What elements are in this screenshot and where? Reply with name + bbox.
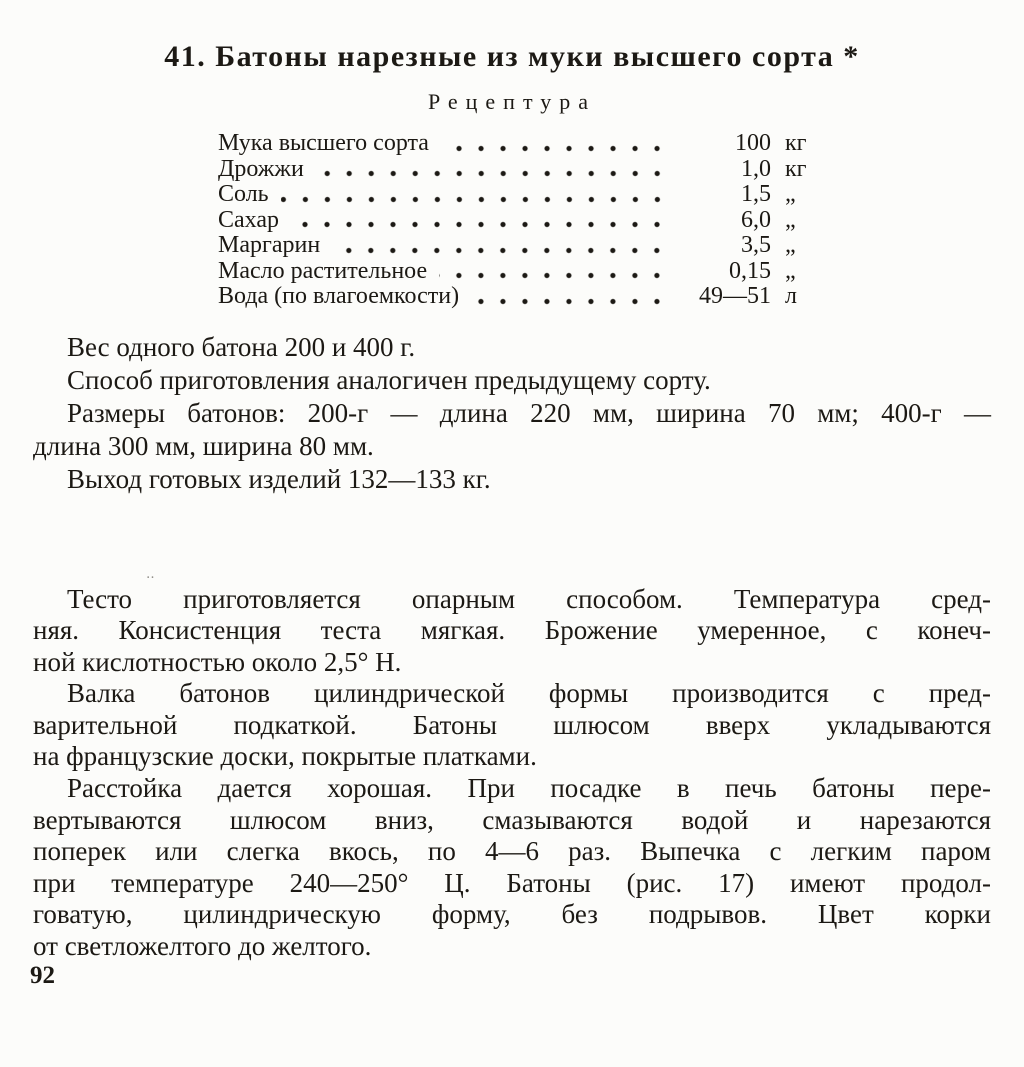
text-line: Вес одного батона 200 и 400 г. bbox=[67, 331, 416, 362]
recipe-row bbox=[218, 283, 835, 309]
ingredient-value: 3,5 bbox=[741, 232, 771, 258]
ingredient-label: Масло растительное bbox=[218, 257, 428, 284]
recipe-row bbox=[218, 258, 835, 284]
ingredient-unit: кг bbox=[785, 155, 807, 182]
recipe-row bbox=[218, 130, 835, 156]
ingredient-label: Вода (по влагоемкости) bbox=[218, 283, 460, 309]
scan-artifact: ‥ bbox=[146, 566, 159, 581]
ingredient-value: 1,5 bbox=[741, 181, 771, 207]
dot-leader bbox=[281, 196, 668, 203]
text-line: длина 300 мм, ширина 80 мм. bbox=[33, 430, 374, 461]
dot-leader bbox=[441, 145, 668, 152]
recipe-row bbox=[218, 156, 835, 182]
ingredient-value: 100 bbox=[735, 130, 771, 156]
ingredient-label: Сахар bbox=[218, 206, 279, 233]
recipe-row bbox=[218, 181, 835, 207]
ingredient-value: 49—51 bbox=[699, 283, 771, 309]
text-line: от светложелтого до желтого. bbox=[33, 931, 372, 962]
ingredient-unit: л bbox=[785, 283, 797, 309]
summary-paragraphs bbox=[33, 331, 991, 496]
ingredient-label: Дрожжи bbox=[218, 155, 304, 182]
dot-leader bbox=[439, 272, 668, 279]
text-line: Размеры батонов: 200-г — длина 220 мм, ширина 70 мм; 400-г — bbox=[67, 397, 991, 428]
ingredient-label: Мука высшего сорта bbox=[218, 130, 429, 156]
body-paragraphs bbox=[33, 584, 991, 963]
text-line: поперек или слегка вкось, по 4—6 раз. Выпечка с легким паром bbox=[33, 836, 991, 867]
text-line: Тесто приготовляется опарным способом. Температура сред- bbox=[67, 583, 991, 614]
page-title: 41. Батоны нарезные из муки высшего сорта * bbox=[164, 40, 860, 73]
text-line: няя. Консистенция теста мягкая. Брожение умеренное, с конеч- bbox=[33, 615, 991, 646]
dot-leader bbox=[291, 221, 668, 228]
recipe-table bbox=[218, 130, 835, 309]
dot-leader bbox=[316, 170, 668, 177]
text-line: Расстойка дается хорошая. При посадке в печь батоны пере- bbox=[67, 773, 991, 804]
text-line: вертываются шлюсом вниз, смазываются водой и нарезаются bbox=[33, 804, 991, 835]
text-line: при температуре 240—250° Ц. Батоны (рис. 17) имеют продол- bbox=[33, 867, 991, 898]
ingredient-label: Соль bbox=[218, 181, 269, 207]
ingredient-unit: „ bbox=[785, 206, 796, 233]
text-line: варительной подкаткой. Батоны шлюсом вверх укладываются bbox=[33, 709, 991, 740]
dot-leader bbox=[471, 298, 668, 305]
ingredient-value: 1,0 bbox=[741, 155, 771, 182]
text-line: Выход готовых изделий 132—133 кг. bbox=[67, 463, 491, 494]
page-number: 92 bbox=[30, 962, 55, 989]
recipe-subtitle: Рецептура bbox=[427, 89, 597, 114]
text-line: Валка батонов цилиндрической формы производится с пред- bbox=[67, 678, 991, 709]
ingredient-unit: кг bbox=[785, 130, 807, 156]
ingredient-unit: „ bbox=[785, 257, 796, 284]
text-line: Способ приготовления аналогичен предыдущему сорту. bbox=[67, 364, 711, 395]
text-line: говатую, цилиндрическую форму, без подрывов. Цвет корки bbox=[33, 899, 991, 930]
ingredient-unit: „ bbox=[785, 181, 796, 207]
ingredient-value: 0,15 bbox=[729, 257, 771, 284]
ingredient-label: Маргарин bbox=[218, 232, 321, 258]
recipe-row bbox=[218, 207, 835, 233]
ingredient-value: 6,0 bbox=[741, 206, 771, 233]
text-line: на французские доски, покрытые платками. bbox=[33, 741, 537, 772]
text-line: ной кислотностью около 2,5° Н. bbox=[33, 646, 402, 677]
dot-leader bbox=[332, 247, 668, 254]
ingredient-unit: „ bbox=[785, 232, 796, 258]
recipe-row bbox=[218, 232, 835, 258]
